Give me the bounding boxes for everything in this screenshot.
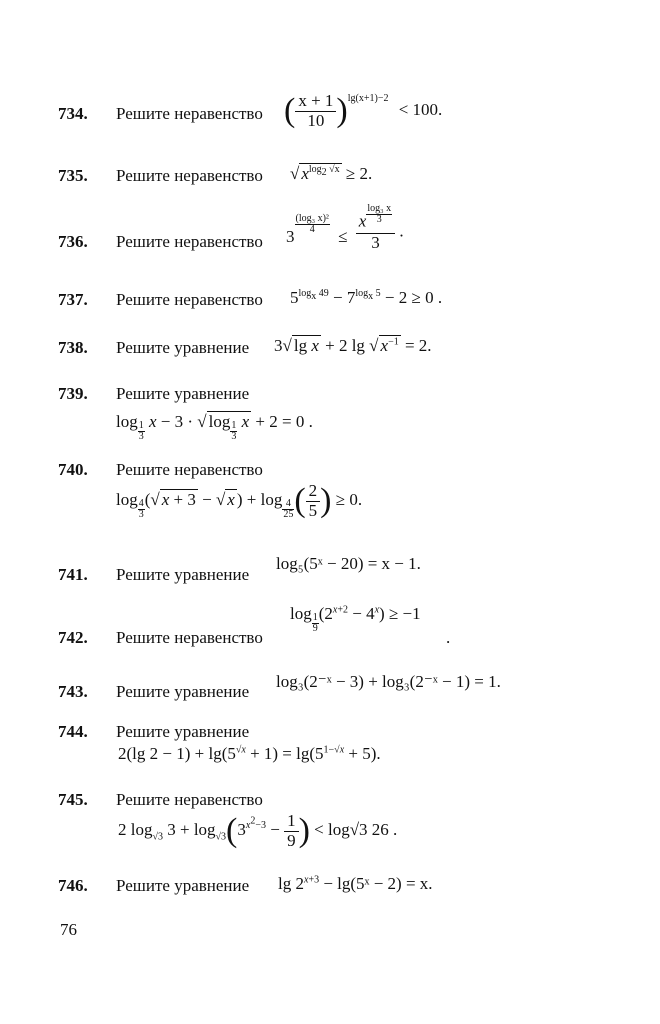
formula-739: log $\frac{1}{3}$ x − 3 · √ log $\frac{1}{3}$ x + 2 = 0 . xyxy=(116,412,313,442)
formula-736: 3 $\frac{\text{(log₃ x)²}}{4}$ ≤ x $\frac{\text{log₃ x}}{3}$ 3 . xyxy=(286,203,404,252)
problem-label: Решите неравенство xyxy=(116,232,263,251)
formula-741: log₅(5ˣ − 20) = x − 1. xyxy=(276,554,421,573)
problem-number: 741. xyxy=(58,565,88,584)
trailing-dot: . xyxy=(446,628,451,647)
formula-743: log₃(2⁻ˣ − 3) + log₃(2⁻ˣ − 1) = 1. xyxy=(276,672,501,691)
problem-number: 739. xyxy=(58,384,88,403)
formula-735: √ $x^{log_2 √x} \ge 2$. xyxy=(290,164,373,183)
problem-label: Решите неравенство xyxy=(116,628,263,647)
problem-number: 738. xyxy=(58,338,88,357)
problem-number: 736. xyxy=(58,232,88,251)
problem-label: Решите неравенство xyxy=(116,460,263,479)
formula-734: ( $\frac{x + 1}{10}$ )$^{lg(x+1)-2}$ < 100. xyxy=(284,91,443,130)
problem-label: Решите уравнение xyxy=(116,876,250,895)
problem-number: 743. xyxy=(58,682,88,701)
formula-742: log $\frac{1}{9}$ $(2^{x+2} - 4^x) \ge -1$ xyxy=(290,604,421,634)
problem-label: Решите уравнение xyxy=(116,338,250,357)
problem-label: Решите уравнение xyxy=(116,565,250,584)
problem-number: 734. xyxy=(58,104,88,123)
problem-number: 746. xyxy=(58,876,88,895)
problem-number: 745. xyxy=(58,790,88,809)
problem-label: Решите уравнение xyxy=(116,722,250,741)
problem-label: Решите неравенство xyxy=(116,104,263,123)
problem-label: Решите неравенство xyxy=(116,290,263,309)
formula-740: log $\frac{4}{3}$ (√ x + 3 − √ x ) + log $\frac{4}{25}$ ( $\frac{2}{5}$ ) ≥ 0. xyxy=(116,481,363,520)
formula-744: 2(lg $2 - 1) + \lg(5^{√x} + 1) = \lg(5^{1-√x} + 5)$. xyxy=(118,744,381,763)
problem-label: Решите неравенство xyxy=(116,166,263,185)
formula-737: $5^{log_x 49} - 7^{log_x 5} - 2 \ge 0$ . xyxy=(290,288,443,307)
formula-738: 3√ lg x + 2 lg √ $x^{-1} = 2$. xyxy=(274,336,432,355)
problem-number: 735. xyxy=(58,166,88,185)
problem-label: Решите уравнение xyxy=(116,384,250,403)
problem-number: 737. xyxy=(58,290,88,309)
problem-label: Решите неравенство xyxy=(116,790,263,809)
page-number: 76 xyxy=(60,920,77,939)
problem-number: 744. xyxy=(58,722,88,741)
problem-number: 742. xyxy=(58,628,88,647)
problem-label: Решите уравнение xyxy=(116,682,250,701)
problem-number: 740. xyxy=(58,460,88,479)
formula-746: $\lg 2^{x+3}$ − lg(5ˣ − 2) = x. xyxy=(278,874,433,893)
formula-745: 2 $\log_{√3} 3 + \log_{√3}(3^{x^2-3}$ − $\frac{1}{9}$ ) < log√3 26 . xyxy=(118,811,398,850)
